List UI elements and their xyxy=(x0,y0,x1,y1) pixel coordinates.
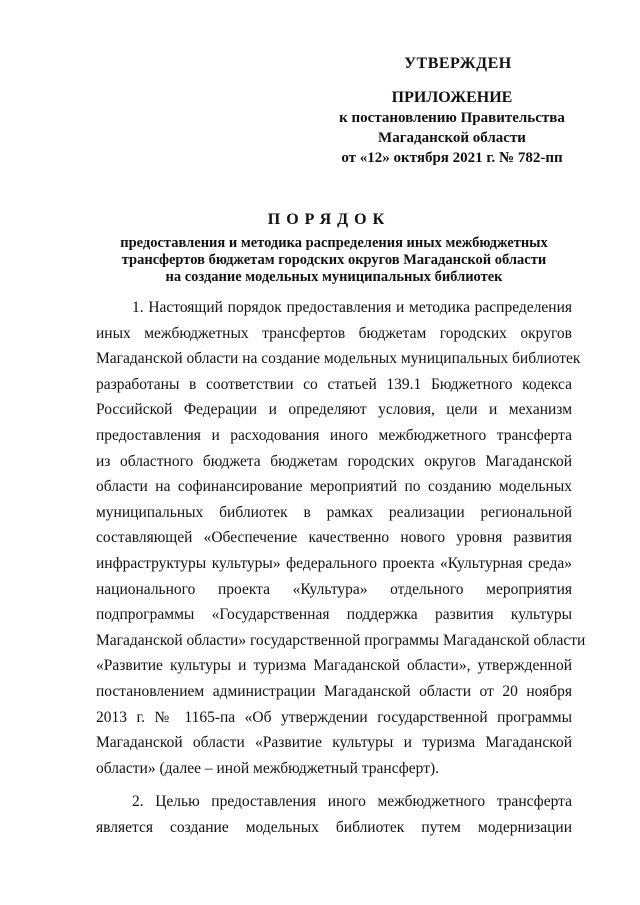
text-line: области» (далее – иной межбюджетный трансферт). xyxy=(96,759,440,777)
text-line: предоставления и расходования иного межбюджетного трансферта xyxy=(96,426,572,444)
approval-ref-line: от «12» октября 2021 г. № 782-пп xyxy=(341,150,563,166)
paragraph-1 xyxy=(96,295,586,781)
text-line: составляющей «Обеспечение качественно нового уровня развития xyxy=(96,529,572,547)
text-line: подпрограммы «Государственная поддержка развития культуры xyxy=(96,606,572,624)
document-title: ПОРЯДОК xyxy=(267,211,391,228)
text-line: муниципальных библиотек в рамках реализации региональной xyxy=(96,503,572,521)
text-line: 1. Настоящий порядок предоставления и методика распределения xyxy=(132,299,572,316)
subtitle-line: трансфертов бюджетам городских округов Магаданской области xyxy=(121,252,547,268)
text-line: является создание модельных библиотек путем модернизации xyxy=(96,818,572,836)
text-line: Магаданской области на создание модельных муниципальных библиотек xyxy=(96,350,581,368)
paragraph-2 xyxy=(96,789,572,840)
text-line: «Развитие культуры и туризма Магаданской области», утвержденной xyxy=(96,657,572,675)
text-line: Магаданской области «Развитие культуры и туризма Магаданской xyxy=(96,734,572,752)
text-line: Российской Федерации и определяют условия, цели и механизм xyxy=(96,401,572,419)
document-body xyxy=(96,295,586,840)
text-line: 2. Целью предоставления иного межбюджетного трансферта xyxy=(132,793,572,811)
approved-stamp: УТВЕРЖДЕН xyxy=(404,55,512,72)
text-line: из областного бюджета бюджетам городских округов Магаданской xyxy=(96,452,572,470)
text-line: Магаданской области» государственной программы Магаданской области xyxy=(96,631,586,649)
text-line: постановлением администрации Магаданской области от 20 ноября xyxy=(96,682,572,700)
text-line: 2013 г. № 1165-па «Об утверждении государственной программы xyxy=(96,708,572,726)
document-subtitle xyxy=(96,235,572,286)
text-line: иных межбюджетных трансфертов бюджетам городских округов xyxy=(96,324,572,342)
appendix-heading: ПРИЛОЖЕНИЕ xyxy=(391,89,513,106)
subtitle-line: на создание модельных муниципальных библиотек xyxy=(165,269,503,285)
approval-ref-line: Магаданской области xyxy=(378,130,526,146)
text-line: разработаны в соответствии со статьей 139.1 Бюджетного кодекса xyxy=(96,375,572,393)
paragraph-gap xyxy=(96,781,572,789)
text-line: национального проекта «Культура» отдельного мероприятия xyxy=(96,580,572,598)
text-line: области на софинансирование мероприятий по созданию модельных xyxy=(96,478,572,496)
approval-ref-line: к постановлению Правительства xyxy=(339,110,565,126)
text-line: инфраструктуры культуры» федерального проекта «Культурная среда» xyxy=(96,554,572,572)
subtitle-line: предоставления и методика распределения иных межбюджетных xyxy=(120,235,548,251)
approval-block xyxy=(330,54,574,168)
